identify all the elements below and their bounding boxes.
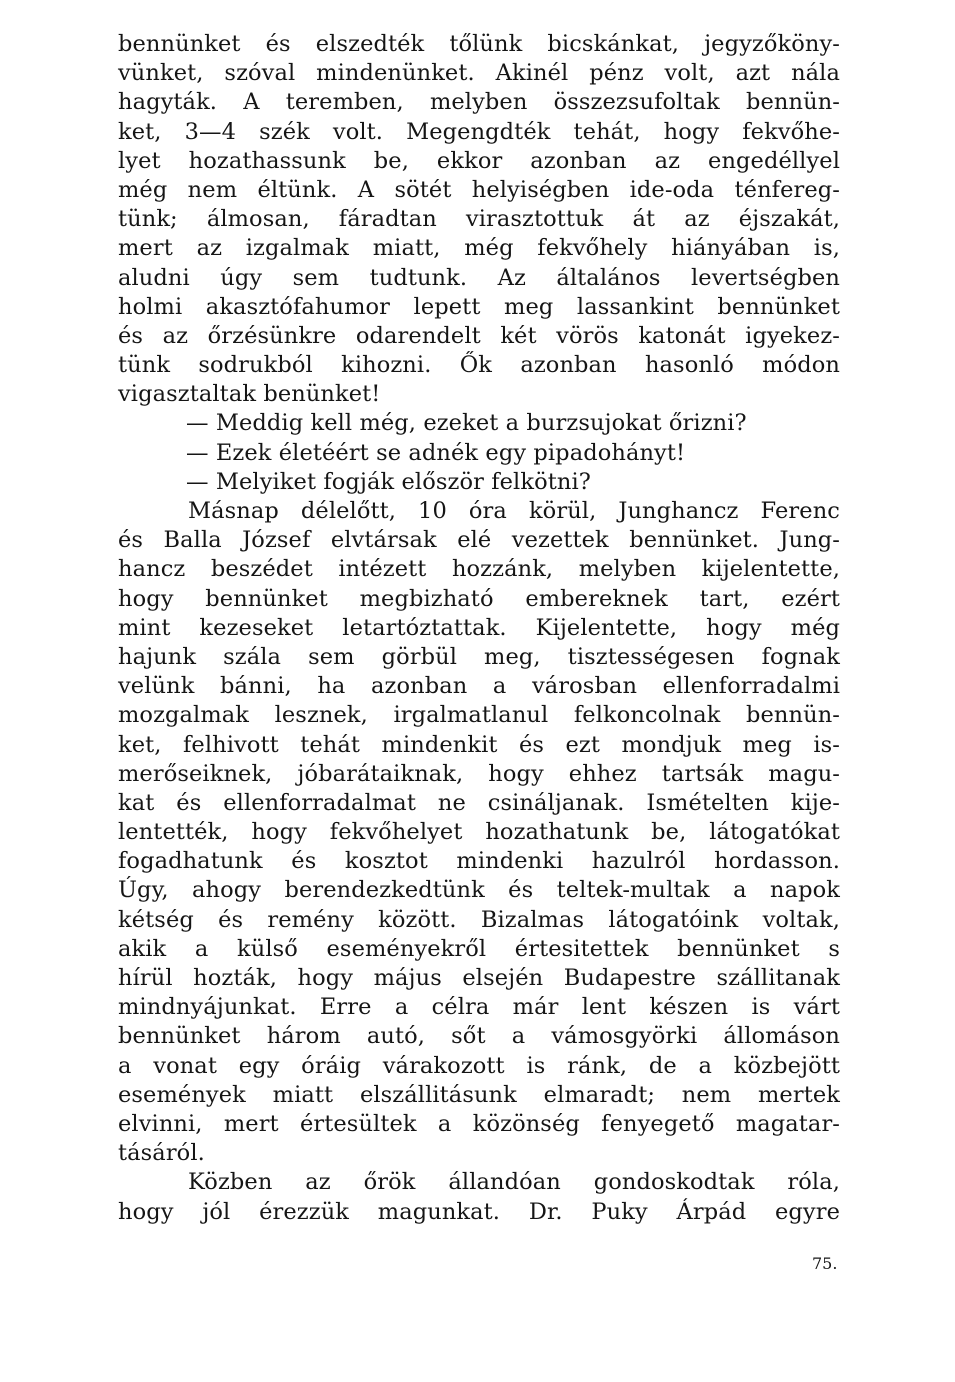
text-line: bennünket és elszedték tőlünk bicskánkat, jegyzőköny- (118, 31, 840, 57)
text-line: a vonat egy óráig várakozott is ránk, de a közbejött (118, 1052, 840, 1079)
text-line: hogy jól érezzük magunkat. Dr. Puky Árpád egyre (118, 1198, 840, 1225)
dialogue-line: — Meddig kell még, ezeket a burzsujokat őrizni? (186, 410, 747, 437)
text-line: lentették, hogy fekvőhelyet hozathatunk be, látogatókat (118, 819, 840, 846)
text-line: mozgalmak lesznek, irgalmatlanul felkoncolnak bennün- (118, 702, 840, 729)
text-line: hagyták. A teremben, melyben összezsufoltak bennün- (118, 89, 840, 116)
text-line: lyet hozathassunk be, ekkor azonban az engedéllyel (118, 147, 840, 174)
text-line: mindnyájunkat. Erre a célra már lent készen is várt (118, 994, 840, 1021)
text-line: hírül hozták, hogy május elsején Budapestre szállitanak (118, 965, 840, 991)
dialogue-line: — Melyiket fogják először felkötni? (186, 468, 591, 495)
text-line: tünk sodrukból kihozni. Ők azonban hasonló módon (118, 352, 840, 379)
text-line: holmi akasztófahumor lepett meg lassankint bennünket (118, 293, 840, 320)
text-line: elvinni, mert értesültek a közönség fenyegető magatar- (118, 1110, 840, 1137)
text-line: velünk bánni, ha azonban a városban ellenforradalmi (118, 673, 840, 700)
text-line: hogy bennünket megbizható embereknek tart, ezért (118, 585, 840, 612)
text-line: ket, felhivott tehát mindenkit és ezt mondjuk meg is- (118, 731, 840, 758)
text-line: mert az izgalmak miatt, még fekvőhely hiányában is, (118, 235, 840, 262)
text-line: és Balla József elvtársak elé vezettek bennünket. Jung- (118, 527, 840, 554)
text-line: tünk; álmosan, fáradtan virasztottuk át az éjszakát, (118, 206, 840, 233)
text-line: Úgy, ahogy berendezkedtünk és teltek-multak a napok (118, 877, 840, 904)
text-line: és az őrzésünkre odarendelt két vörös katonát igyekez- (118, 322, 840, 349)
text-line: bennünket három autó, sőt a vámosgyörki állomáson (118, 1023, 840, 1050)
text-line: aludni úgy sem tudtunk. Az általános levertségben (118, 264, 840, 291)
text-line: hancz beszédet intézett hozzánk, melyben kijelentette, (118, 556, 840, 583)
text-line: ket, 3—4 szék volt. Megengdték tehát, hogy fekvőhe- (118, 118, 840, 145)
text-line: mint kezeseket letartóztattak. Kijelentette, hogy még (118, 614, 840, 641)
dialogue-line: — Ezek életéért se adnék egy pipadohányt! (186, 439, 686, 466)
text-line: akik a külső eseményekről értesitettek bennünket s (118, 935, 840, 962)
text-line: vünket, szóval mindenünket. Akinél pénz volt, azt nála (118, 60, 840, 87)
text-line: merőseiknek, jóbarátaiknak, hogy ehhez tartsák magu- (118, 760, 840, 787)
text-line: kétség és remény között. Bizalmas látogatóink voltak, (118, 906, 840, 933)
paragraph-start-line: Közben az őrök állandóan gondoskodtak róla, (188, 1169, 840, 1196)
text-line: kat és ellenforradalmat ne csináljanak. Ismételten kije- (118, 789, 840, 816)
paragraph-end-line: vigasztaltak benünket! (118, 381, 381, 408)
text-line: fogadhatunk és kosztot mindenki hazulról hordasson. (118, 848, 840, 875)
text-line: még nem éltünk. A sötét helyiségben ide-oda ténfereg- (118, 176, 840, 203)
text-line: események miatt elszállitásunk elmaradt; nem mertek (118, 1081, 840, 1108)
page-number: 75. (812, 1254, 838, 1273)
paragraph-start-line: Másnap délelőtt, 10 óra körül, Junghancz Ferenc (188, 498, 840, 524)
paragraph-end-line: tásáról. (118, 1140, 205, 1167)
text-line: hajunk szála sem görbül meg, tisztességesen fognak (118, 643, 840, 670)
page-text-body (118, 30, 840, 1227)
